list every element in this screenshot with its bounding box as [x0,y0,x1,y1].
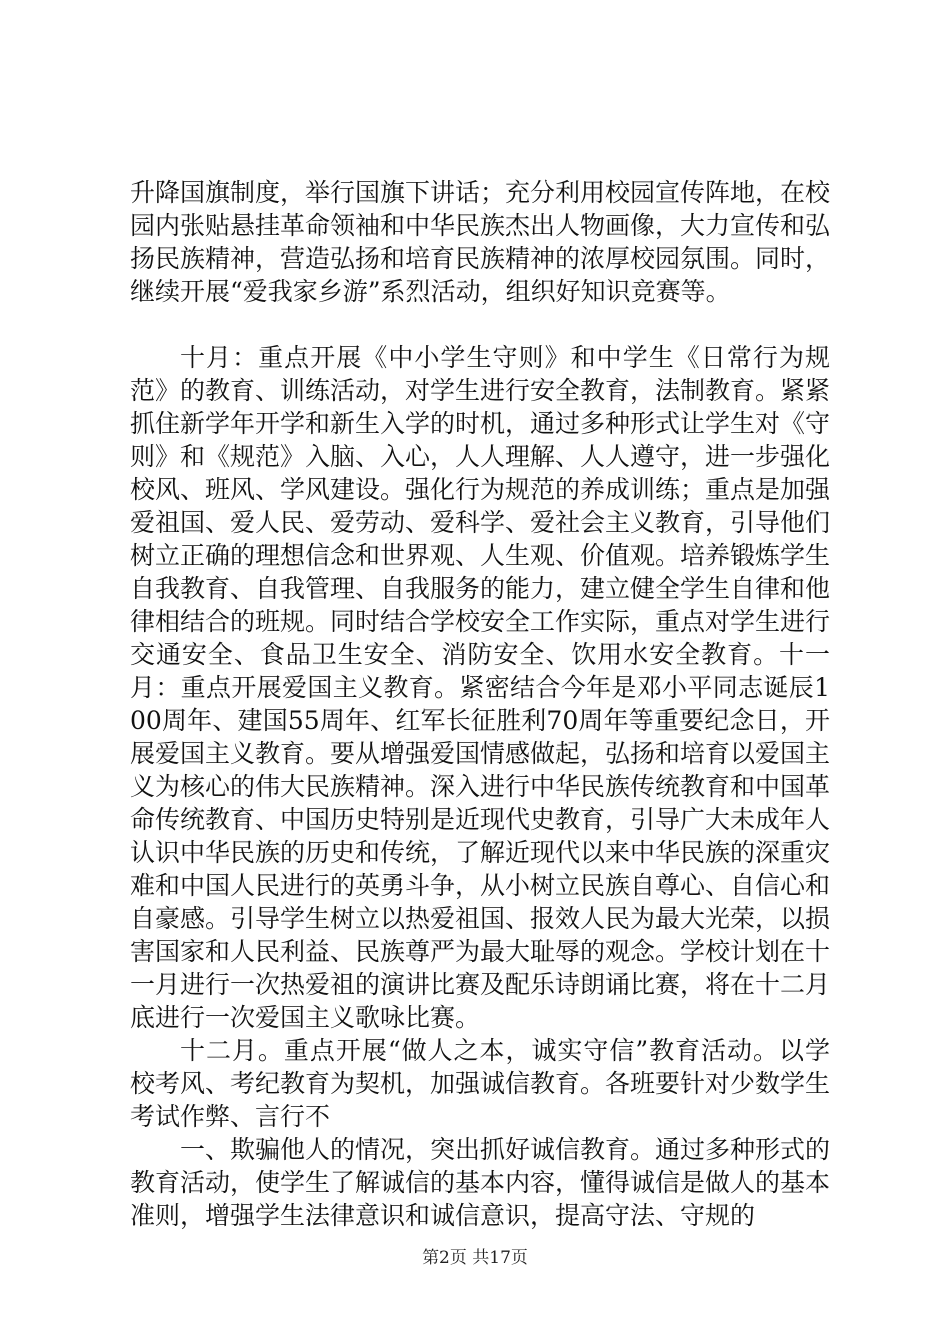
page-number-footer: 第2页 共17页 [422,1248,528,1268]
paragraph-3: 十二月。重点开展“做人之本，诚实守信”教育活动。以学校考风、考纪教育为契机，加强诚信教育。各班要针对少数学生考试作弊、言行不 [130,1036,831,1131]
paragraph-4: 一、欺骗他人的情况，突出抓好诚信教育。通过多种形式的教育活动，使学生了解诚信的基本内容，懂得诚信是做人的基本准则，增强学生法律意识和诚信意识，提高守法、守规的 [130,1135,831,1230]
paragraph-spacer [130,308,830,341]
document-body [130,176,830,1232]
paragraph-1: 升降国旗制度，举行国旗下讲话；充分利用校园宣传阵地，在校园内张贴悬挂革命领袖和中华民族杰出人物画像，大力宣传和弘扬民族精神，营造弘扬和培育民族精神的浓厚校园氛围。同时，继续开展“爱我家乡游”系烈活动，组织好知识竞赛等。 [130,178,831,306]
paragraph-2: 十月：重点开展《中小学生守则》和中学生《日常行为规范》的教育、训练活动，对学生进行安全教育，法制教育。紧紧抓住新学年开学和新生入学的时机，通过多种形式让学生对《守则》和《规范》入脑、入心，人人理解、人人遵守，进一步强化校风、班风、学风建设。强化行为规范的养成训练；重点是加强爱祖国、爱人民、爱劳动、爱科学、爱社会主义教育，引导他们树立正确的理想信念和世界观、人生观、价值观。培养锻炼学生自我教育、自我管理、自我服务的能力，建立健全学生自律和他律相结合的班规。同时结合学校安全工作实际，重点对学生进行交通安全、食品卫生安全、消防安全、饮用水安全教育。十一月：重点开展爱国主义教育。紧密结合今年是邓小平同志诞辰100周年、建国55周年、红军长征胜利70周年等重要纪念日，开展爱国主义教育。要从增强爱国情感做起，弘扬和培育以爱国主义为核心的伟大民族精神。深入进行中华民族传统教育和中国革命传统教育、中国历史特别是近现代史教育，引导广大未成年人认识中华民族的历史和传统，了解近现代以来中华民族的深重灾难和中国人民进行的英勇斗争，从小树立民族自尊心、自信心和自豪感。引导学生树立以热爱祖国、报效人民为最大光荣，以损害国家和人民利益、民族尊严为最大耻辱的观念。学校计划在十一月进行一次热爱祖的演讲比赛及配乐诗朗诵比赛，将在十二月底进行一次爱国主义歌咏比赛。 [130,343,831,1032]
